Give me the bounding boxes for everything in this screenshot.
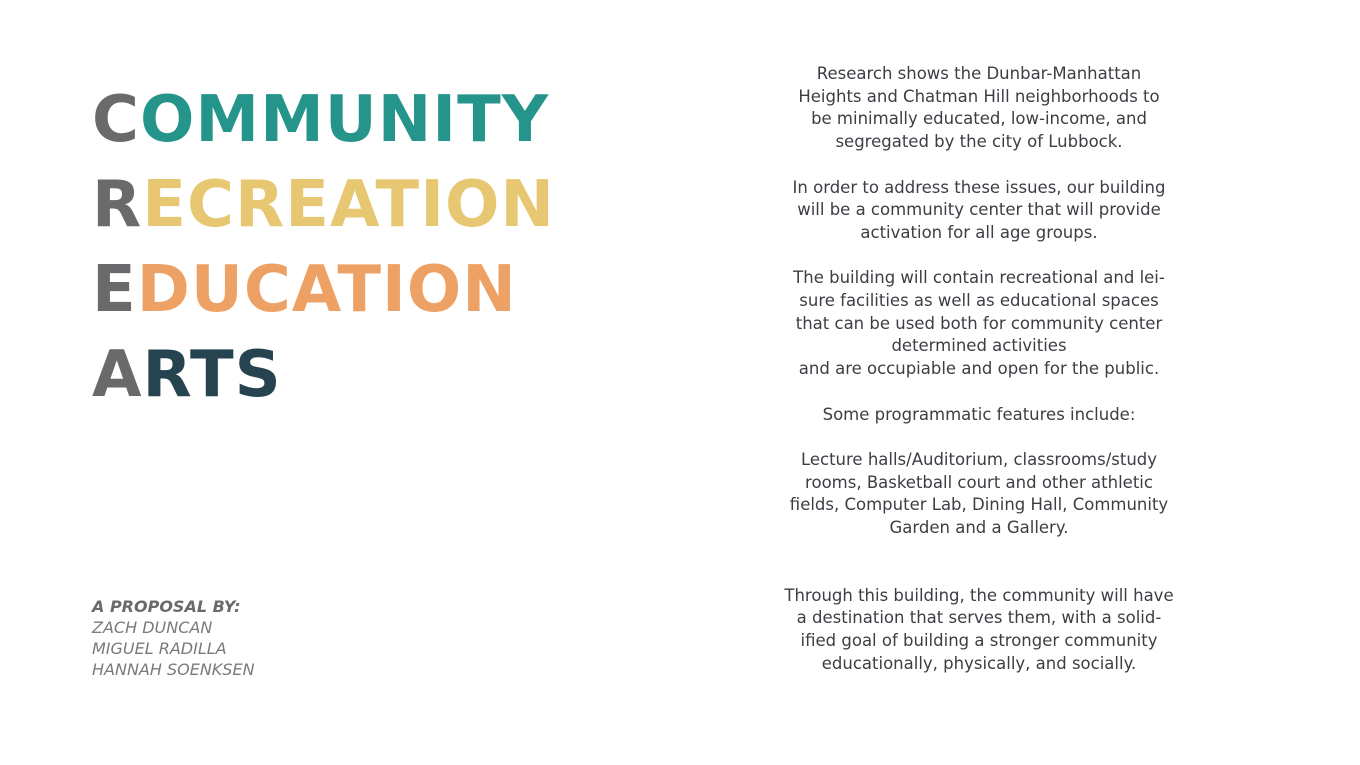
acronym-rest-community: OMMUNITY: [139, 83, 550, 157]
description-line: be minimally educated, low-income, and: [811, 109, 1147, 129]
description-line: Lecture halls/Auditorium, classrooms/study: [800, 449, 1158, 469]
credits-block: [92, 596, 392, 680]
acronym-initial-r: R: [92, 168, 143, 242]
description-line: sure facilities as well as educational spaces: [799, 291, 1159, 310]
credits-name: ZACH DUNCAN: [92, 618, 213, 637]
acronym-initial-a: A: [92, 338, 143, 412]
acronym-line-education: [92, 248, 612, 333]
description-line: Research shows the Dunbar-Manhattan: [816, 64, 1142, 83]
description-line: Through this building, the community will have: [784, 585, 1174, 605]
description-line: Heights and Chatman Hill neighborhoods to: [798, 86, 1160, 106]
description-line: that can be used both for community center: [795, 313, 1163, 333]
description-line: and are occupiable and open for the public.: [798, 359, 1160, 379]
description-line: educationally, physically, and socially.: [821, 653, 1137, 673]
description-text: [740, 63, 1218, 676]
acronym-rest-recreation: ECREATION: [142, 168, 555, 242]
description-line: determined activities: [891, 336, 1067, 356]
description-line: ified goal of building a stronger community: [800, 631, 1158, 651]
acronym-rest-education: DUCATION: [136, 253, 517, 327]
acronym-title: [92, 78, 612, 418]
acronym-line-arts: [92, 333, 612, 418]
credits-name: MIGUEL RADILLA: [92, 639, 227, 658]
description-line: fields, Computer Lab, Dining Hall, Community: [789, 495, 1169, 515]
description-line: will be a community center that will provide: [797, 200, 1161, 220]
description-line: Garden and a Gallery.: [889, 518, 1069, 537]
description-line: rooms, Basketball court and other athletic: [805, 472, 1153, 492]
description-line: The building will contain recreational and lei-: [793, 268, 1165, 288]
description-line: In order to address these issues, our building: [792, 177, 1166, 197]
description-line: a destination that serves them, with a solid-: [796, 608, 1162, 628]
acronym-initial-e: E: [92, 253, 137, 327]
acronym-initial-c: C: [92, 83, 140, 157]
acronym-line-community: [92, 78, 612, 163]
acronym-rest-arts: RTS: [142, 338, 282, 412]
description-line: Some programmatic features include:: [822, 404, 1136, 424]
credits-name: HANNAH SOENKSEN: [92, 660, 255, 679]
acronym-line-recreation: [92, 163, 612, 248]
description-line: activation for all age groups.: [860, 222, 1098, 242]
description-line: segregated by the city of Lubbock.: [835, 132, 1123, 152]
credits-heading: A PROPOSAL BY:: [92, 597, 241, 616]
